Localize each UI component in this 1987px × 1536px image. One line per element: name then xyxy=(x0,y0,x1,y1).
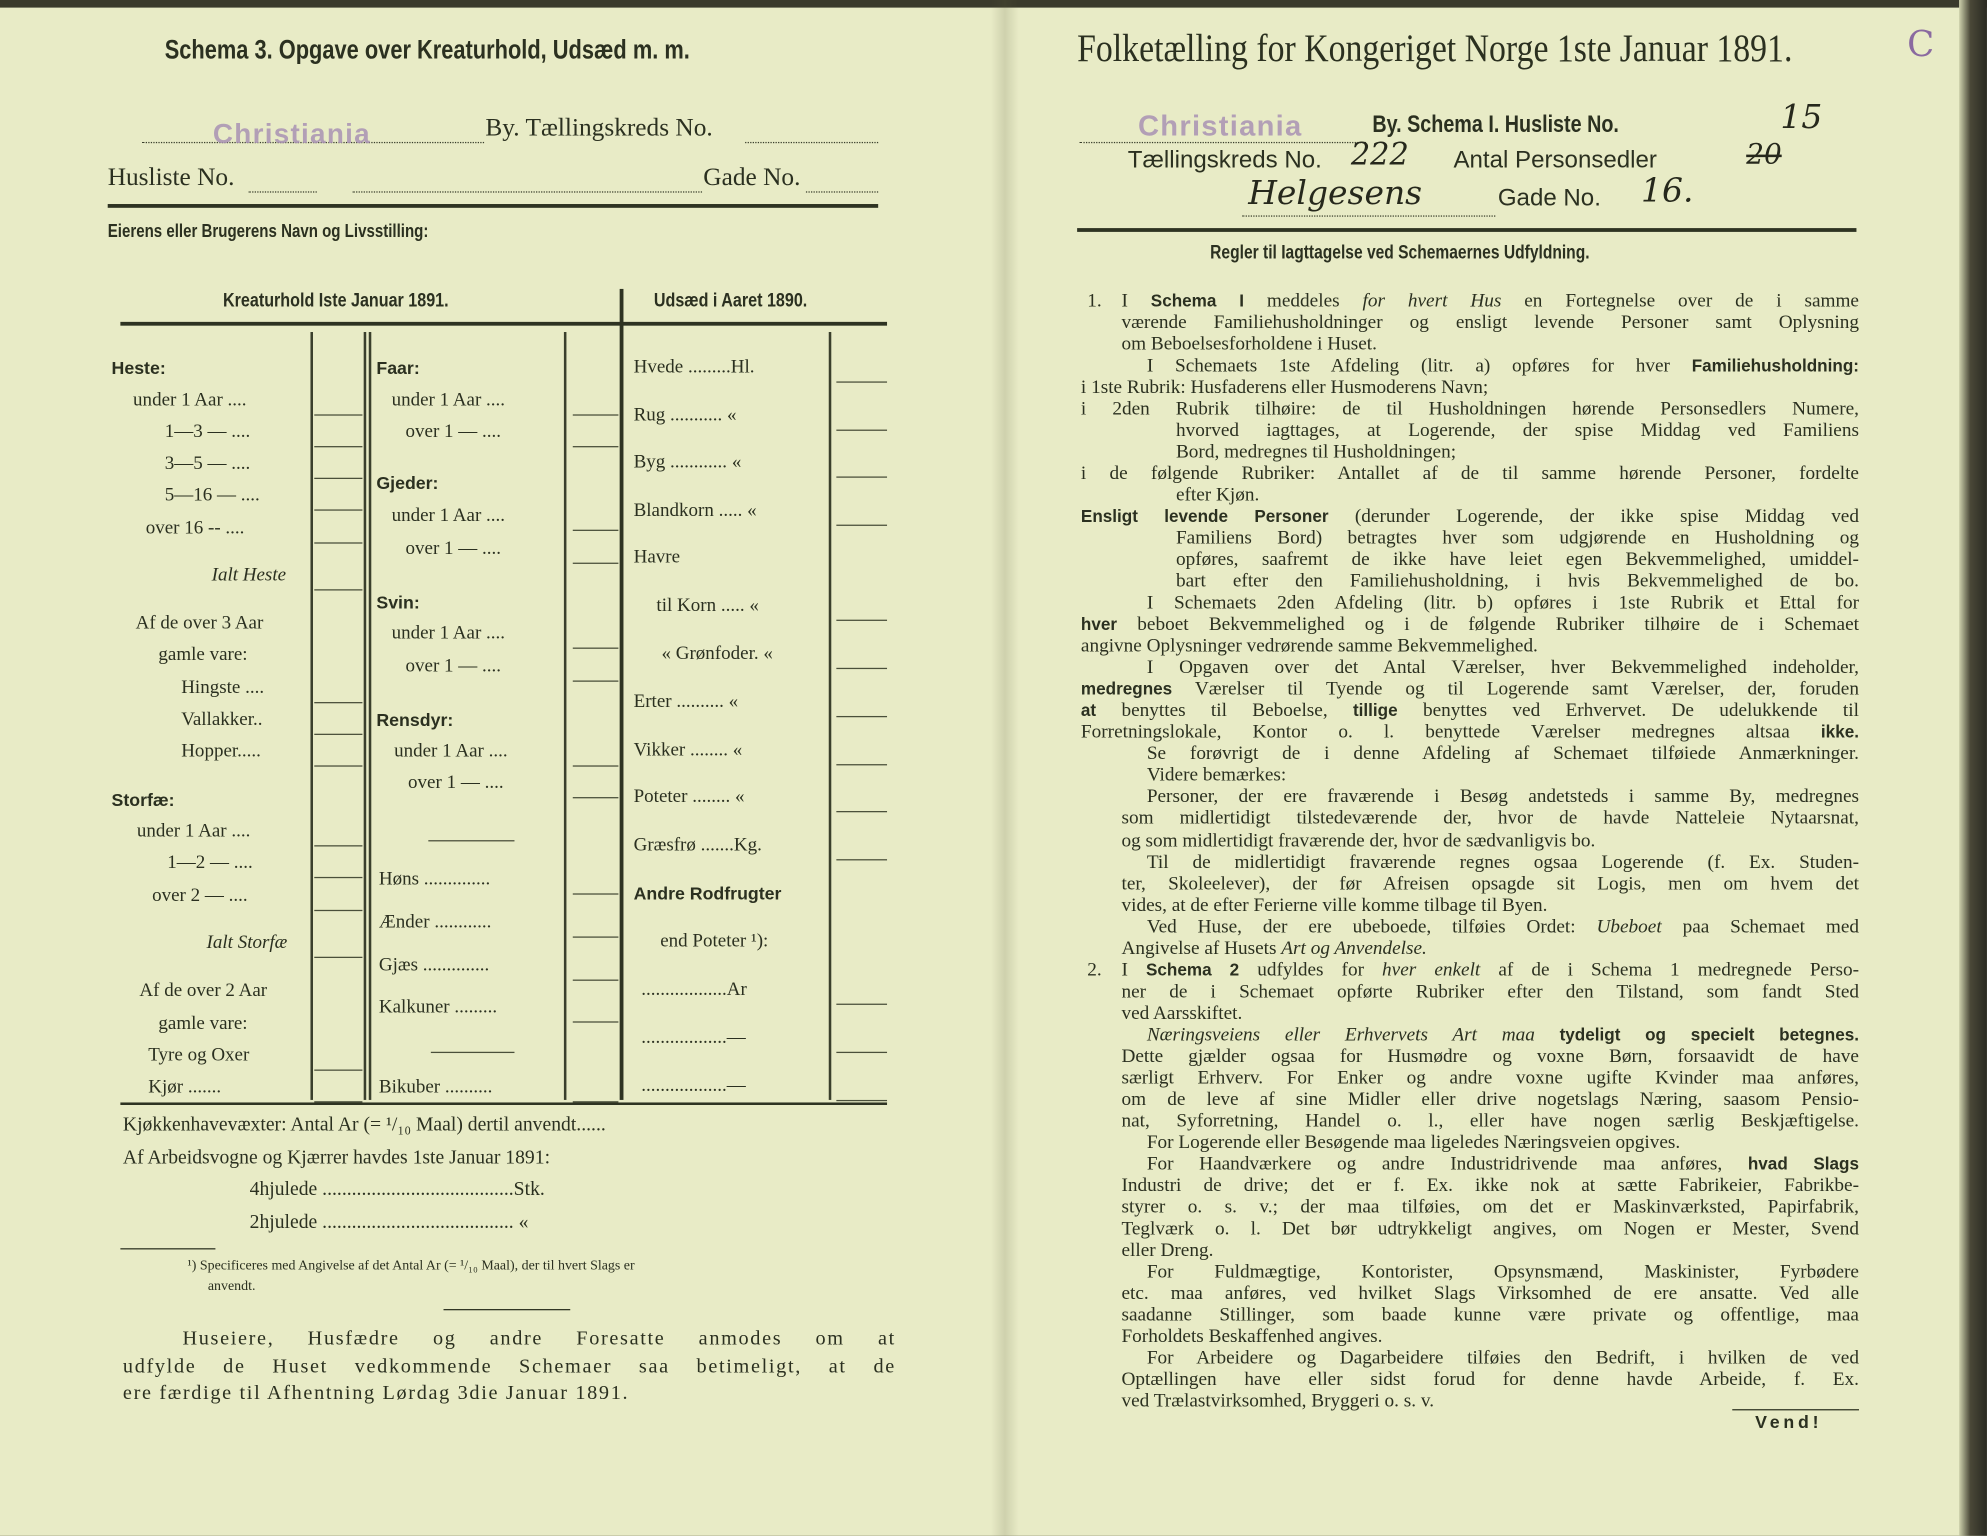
text-segment: Familiens Bord) betragtes hver som udgjørende en Husholdning og xyxy=(1175,527,1859,549)
bold-text: hvad Slags xyxy=(1747,1154,1859,1174)
col2-value-cell[interactable] xyxy=(573,765,619,767)
col1-row-label: 5—16 — .... xyxy=(164,485,260,506)
text-segment: efter Kjøn. xyxy=(1175,484,1260,506)
italic-text: Art og Anvendelse. xyxy=(1281,937,1427,959)
col3-row-label: end Poteter ¹): xyxy=(660,931,769,952)
rule-text-line xyxy=(1121,1110,1859,1132)
table-top-rule xyxy=(120,322,887,325)
rule-number: 2. xyxy=(1087,958,1102,981)
text-segment: (derunder Logerende, der ikke spise Middag ved xyxy=(1328,505,1859,528)
col3-row-label: Havre xyxy=(633,547,681,568)
text-segment: For Logerende eller Besøgende maa ligeledes Næringsveien opgives. xyxy=(1146,1131,1681,1153)
street-field xyxy=(1242,215,1495,216)
col3-row-label: Græsfrø .......Kg. xyxy=(633,835,762,856)
rule-text-line xyxy=(1176,527,1859,549)
rule-text-line xyxy=(1081,678,1859,700)
col3-value-cell[interactable] xyxy=(836,430,887,432)
col2-row-label: Rensdyr: xyxy=(376,709,454,730)
blank-entry-line[interactable] xyxy=(428,840,514,842)
text-segment: For Arbeidere og Dagarbeidere tilføies den Bedrift, i hvilken de ved xyxy=(1146,1346,1859,1369)
col1-row-label: gamle vare: xyxy=(158,1013,248,1035)
text-segment: ved Aarsskiftet. xyxy=(1121,1001,1243,1024)
col1-row-label: Vallakker.. xyxy=(181,709,263,730)
rule-text-line xyxy=(1121,829,1859,851)
rule-text-line xyxy=(1176,484,1859,506)
col3-value-cell[interactable] xyxy=(836,476,887,478)
col1-row-label: 1—2 — .... xyxy=(167,852,253,874)
seed-section-heading: Udsæd i Aaret 1890. xyxy=(653,290,808,312)
rule-text-line xyxy=(1081,722,1859,744)
text-segment: styrer o. s. v.; der maa tilføies, om det er Maskinværksted, Papirfabrik, xyxy=(1121,1196,1859,1218)
bold-text: ikke. xyxy=(1820,722,1859,742)
rule-text-line xyxy=(1121,1282,1859,1304)
col2-row-label: under 1 Aar .... xyxy=(391,623,506,644)
rule-text-line xyxy=(1147,1153,1859,1175)
text-segment: Videre bemærkes: xyxy=(1146,764,1287,787)
rule-text-line xyxy=(1121,980,1859,1002)
bold-text: Familiehusholdning: xyxy=(1691,356,1859,376)
footnote-line-1: ¹) Specificeres med Angivelse af det Antal Ar (= ¹/₁₀ Maal), der til hvert Slags er xyxy=(187,1258,635,1274)
col2-row-label: over 1 — .... xyxy=(405,421,502,443)
col1-value-cell[interactable] xyxy=(314,414,362,416)
col2-value-cell[interactable] xyxy=(573,980,619,982)
col2-row-label: over 1 — .... xyxy=(408,772,504,794)
text-segment: Bord, medregnes til Husholdningen; xyxy=(1175,441,1457,463)
col1-value-cell[interactable] xyxy=(314,589,362,591)
text-segment: For Fuldmægtige, Kontorister, Opsynsmænd, Maskinister, Fyrbødere xyxy=(1146,1260,1859,1283)
col2-row-label: Gjæs .............. xyxy=(378,955,490,976)
rule-text-line xyxy=(1081,700,1859,722)
city-stamp: Christiania xyxy=(1137,108,1303,142)
text-segment: I xyxy=(1121,290,1151,312)
rule-text-line xyxy=(1081,614,1859,636)
carts-heading: Af Arbeidsvogne og Kjærrer havdes 1ste Januar 1891: xyxy=(122,1146,551,1169)
text-segment: I Opgaven over det Antal Værelser, hver Bekvemmelighed indeholder, xyxy=(1146,656,1859,679)
rule-text-line xyxy=(1147,786,1859,808)
text-segment: en Fortegnelse over de i samme xyxy=(1501,290,1859,312)
rule-text-line xyxy=(1121,1088,1859,1110)
col1-row-label: 3—5 — .... xyxy=(164,453,251,474)
personsedler-label: Antal Personsedler xyxy=(1453,146,1657,174)
col2-value-cell[interactable] xyxy=(573,1021,619,1023)
col3-row-label: Rug ........... « xyxy=(633,405,737,426)
two-wheel-carts-row: 2hjulede ....................................... « xyxy=(249,1211,529,1233)
rule-text-line xyxy=(1081,463,1859,485)
rule-text-line xyxy=(1147,1261,1859,1283)
col3-value-cell[interactable] xyxy=(836,859,887,861)
col2-value-cell[interactable] xyxy=(573,893,619,895)
text-segment: Forretningslokale, Kontor o. l. benyttede Værelser medregnes altsaa xyxy=(1080,721,1821,744)
turn-over-note: Vend! xyxy=(1755,1411,1823,1432)
rule-text-line xyxy=(1081,506,1859,528)
col2-row-label: over 1 — .... xyxy=(405,538,502,559)
husliste-field xyxy=(248,191,316,192)
text-segment: hvorved iagttages, at Logerende, der spise Middag ved Familiens xyxy=(1175,419,1859,442)
text-segment: etc. maa anføres, ved hvilket Slags Virksomhed de ere ansatte. Ved alle xyxy=(1121,1282,1859,1304)
rule-text-line xyxy=(1176,571,1859,593)
gade-label: Gade No. xyxy=(1497,185,1601,212)
rule-text-line xyxy=(1121,1369,1859,1391)
italic-text: Næringsveiens eller Erhvervets Art maa xyxy=(1146,1023,1535,1046)
rule-text-line xyxy=(1147,592,1859,614)
rule-text-line xyxy=(1121,1218,1859,1240)
col3-row-label: ..................— xyxy=(641,1075,746,1097)
col1-row-label: Kjør ....... xyxy=(148,1077,222,1098)
text-segment: værende Familiehusholdninger og ensligt levende Personer samt Oplysning xyxy=(1121,311,1859,334)
bold-text: tillige xyxy=(1352,701,1398,721)
kreds-label: Tællingskreds No. xyxy=(1127,146,1322,174)
rule-text-line xyxy=(1121,1002,1859,1024)
col-line xyxy=(829,332,831,1100)
text-segment: Ved Huse, der ere ubeboede, tilføies Ordet: xyxy=(1146,915,1597,938)
street-name: Helgesens xyxy=(1248,174,1423,213)
text-segment: For Haandværkere og andre Industridrivende maa anføres, xyxy=(1146,1152,1748,1175)
text-segment: benyttes til Beboelse, xyxy=(1096,699,1353,722)
kitchen-garden-line: Kjøkkenhavevæxter: Antal Ar (= ¹/₁₀ Maal) dertil anvendt...... xyxy=(122,1113,606,1136)
col1-value-cell[interactable] xyxy=(314,957,362,959)
col1-value-cell[interactable] xyxy=(314,734,362,736)
col1-row-label: Heste: xyxy=(111,357,166,378)
notice-line-2: udfylde de Huset vedkommende Schemaer saa betimeligt, at de xyxy=(122,1355,896,1378)
rule-text-line xyxy=(1121,1196,1859,1218)
text-segment: Forholdets Beskaffenhed angives. xyxy=(1121,1325,1383,1347)
rule-text-line xyxy=(1176,420,1859,442)
bold-text: Schema I xyxy=(1150,291,1245,311)
col1-value-cell[interactable] xyxy=(314,1070,362,1072)
rule-text-line xyxy=(1121,290,1859,312)
notice-line-1: Huseiere, Husfædre og andre Foresatte anmodes om at xyxy=(182,1328,896,1350)
rule-text-line xyxy=(1176,441,1859,463)
table-bottom-rule xyxy=(120,1102,887,1104)
col2-row-label: Kalkuner ......... xyxy=(378,997,498,1018)
rule-text-line xyxy=(1121,959,1859,981)
rule-text-line xyxy=(1147,1023,1859,1045)
italic-text: for hvert Hus xyxy=(1362,290,1502,312)
col2-value-cell[interactable] xyxy=(573,648,619,650)
text-segment: Personer, der ere fraværende i Besøg andetsteds i samme By, medregnes xyxy=(1146,786,1859,808)
text-segment: opføres, saafremt de ikke have leiet egen Bekvemmelighed, umiddel- xyxy=(1175,548,1859,571)
city-stamp: Christiania xyxy=(212,117,371,150)
kreds-number: 222 xyxy=(1350,136,1409,173)
text-segment: I Schemaets 1ste Afdeling (litr. a) opføres for hver xyxy=(1146,354,1692,377)
col1-value-cell[interactable] xyxy=(314,702,362,704)
rule-text-line xyxy=(1121,1304,1859,1326)
col3-value-cell[interactable] xyxy=(836,668,887,670)
col1-row-label: Af de over 2 Aar xyxy=(139,980,268,1002)
rule-text-line xyxy=(1121,873,1859,895)
col3-row-label: Vikker ........ « xyxy=(633,740,743,761)
rule-number: 1. xyxy=(1087,290,1102,312)
col1-row-label: over 16 -- .... xyxy=(145,518,245,539)
text-segment: meddeles xyxy=(1244,290,1363,312)
right-page-title: Folketælling for Kongeriget Norge 1ste Januar 1891. xyxy=(1077,25,1793,70)
col2-row-label: Faar: xyxy=(376,357,420,378)
text-segment: benyttes ved Erhvervet. De udelukkende til xyxy=(1397,699,1859,722)
text-segment: ved Trælastvirksomhed, Bryggeri o. s. v. xyxy=(1121,1390,1435,1412)
col2-value-cell[interactable] xyxy=(573,797,619,799)
gade-number: 16. xyxy=(1641,172,1694,211)
col2-row-label: under 1 Aar .... xyxy=(391,505,506,526)
rules-heading: Regler til Iagttagelse ved Schemaernes Udfyldning. xyxy=(1210,242,1590,264)
col3-value-cell[interactable] xyxy=(836,716,887,718)
turn-over-rule xyxy=(1732,1409,1859,1410)
col1-row-label: Hingste .... xyxy=(181,677,265,699)
rule-text-line xyxy=(1121,1325,1859,1347)
col3-value-cell[interactable] xyxy=(836,620,887,622)
text-segment: i 1ste Rubrik: Husfaderens eller Husmoderens Navn; xyxy=(1080,376,1489,398)
rule-text-line xyxy=(1147,1347,1859,1369)
italic-text: hver enkelt xyxy=(1382,958,1481,981)
blank-entry-line[interactable] xyxy=(431,1052,515,1054)
col-line xyxy=(369,332,371,1100)
text-segment: Industri de drive; det er f. Ex. ikke nok at sætte Fabrikeier, Fabrikbe- xyxy=(1121,1174,1859,1196)
husliste-label: Husliste No. xyxy=(107,163,235,192)
col1-value-cell[interactable] xyxy=(314,478,362,480)
text-segment: Til de midlertidigt fraværende regnes ogsaa Logerende (f. Ex. Studen- xyxy=(1146,850,1859,873)
col1-value-cell[interactable] xyxy=(314,845,362,847)
bold-text: tydeligt og specielt betegnes. xyxy=(1534,1024,1859,1044)
text-segment: Se forøvrigt de i denne Afdeling af Schemaet tilføiede Anmærkninger. xyxy=(1146,743,1859,765)
text-segment: og som midlertidigt fraværende der, hvor de sædvanligvis bo. xyxy=(1121,829,1596,851)
text-segment: Teglværk o. l. Det bør udtrykkeligt angives, om Nogen er Mester, Svend xyxy=(1121,1217,1859,1240)
rule-text-line xyxy=(1121,1239,1859,1261)
col1-value-cell[interactable] xyxy=(314,542,362,544)
col3-value-cell[interactable] xyxy=(836,525,887,527)
rule-text-line xyxy=(1147,355,1859,377)
left-page-title: Schema 3. Opgave over Kreaturhold, Udsæd m. m. xyxy=(164,35,690,65)
col1-value-cell[interactable] xyxy=(314,509,362,511)
col3-row-label: Byg ............ « xyxy=(633,452,742,473)
col1-row-label: 1—3 — .... xyxy=(164,421,251,443)
footnote-rule xyxy=(120,1248,215,1249)
bold-text: at xyxy=(1080,701,1097,721)
margin-mark: C xyxy=(1907,22,1935,65)
four-wheel-carts-row: 4hjulede .......................................Stk. xyxy=(249,1178,545,1201)
bold-text: Ensligt levende Personer xyxy=(1080,507,1329,527)
text-segment: særligt Erhverv. For Enker og andre voxne ugifte Kvinder maa anføres, xyxy=(1121,1066,1859,1089)
col2-value-cell[interactable] xyxy=(573,563,619,565)
text-segment: nat, Syforretning, Handel o. l., eller have nogen særlig Beskjæftigelse. xyxy=(1121,1109,1859,1132)
rule-text-line xyxy=(1121,312,1859,334)
col3-row-label: ..................Ar xyxy=(641,979,747,1000)
bold-text: medregnes xyxy=(1080,679,1173,699)
rule-text-line xyxy=(1147,851,1859,873)
col2-row-label: under 1 Aar .... xyxy=(391,390,506,411)
col-line xyxy=(364,332,366,1100)
text-segment: beboet Bekvemmelighed og i de følgende Rubriker tilhøire de i Schemaet xyxy=(1117,613,1859,636)
col2-value-cell[interactable] xyxy=(573,1101,619,1103)
col1-value-cell[interactable] xyxy=(314,765,362,767)
col2-row-label: Svin: xyxy=(376,591,420,613)
rules-header-rule xyxy=(1077,228,1856,231)
bold-text: Schema 2 xyxy=(1145,960,1240,980)
personsedler-count: 20 xyxy=(1746,139,1782,172)
text-segment: Angivelse af Husets xyxy=(1121,937,1282,959)
text-segment: udfyldes for xyxy=(1239,958,1383,981)
col3-row-label: Blandkorn ..... « xyxy=(633,500,757,521)
col1-row-label: Ialt Heste xyxy=(211,565,287,586)
col-line xyxy=(310,332,312,1100)
husliste-number: 15 xyxy=(1780,98,1823,137)
col2-value-cell[interactable] xyxy=(573,680,619,682)
col1-row-label: under 1 Aar .... xyxy=(133,390,247,411)
col1-value-cell[interactable] xyxy=(314,910,362,912)
text-segment: i 2den Rubrik tilhøire: de til Husholdningen hørende Personsedlers Numere, xyxy=(1080,398,1859,420)
col-line xyxy=(564,332,566,1100)
rule-text-line xyxy=(1121,937,1859,959)
col3-row-label: Poteter ........ « xyxy=(633,786,745,808)
text-segment: saadanne Stillinger, som baade kunne være private og offentlige, maa xyxy=(1121,1303,1859,1326)
col1-row-label: Storfæ: xyxy=(111,789,175,810)
col1-row-label: Af de over 3 Aar xyxy=(135,613,264,634)
col2-value-cell[interactable] xyxy=(573,936,619,938)
col2-value-cell[interactable] xyxy=(573,414,619,416)
street-field xyxy=(352,191,702,192)
rule-text-line xyxy=(1121,333,1859,355)
text-segment: vides, at de efter Ferierne ville komme tilbage til Byen. xyxy=(1121,894,1548,916)
text-segment: i de følgende Rubriker: Antallet af de til samme hørende Personer, fordelte xyxy=(1080,462,1859,485)
text-segment: ner de i Schemaet opførte Rubriker efter den Tilstand, som fandt Sted xyxy=(1121,980,1859,1002)
text-segment: ter, Skoleelever), der før Afreisen opsagde sit Logis, men om hvem det xyxy=(1121,872,1859,895)
col1-value-cell[interactable] xyxy=(314,446,362,448)
text-segment: bart efter den Familiehusholdning, i hvis Bekvemmelighed de bo. xyxy=(1175,570,1859,593)
kreds-field xyxy=(745,142,878,143)
col1-value-cell[interactable] xyxy=(314,1101,362,1103)
page-fold xyxy=(991,0,1019,1536)
text-segment: Dette gjælder ogsaa for Husmødre og voxne Børn, forsaavidt de have xyxy=(1121,1045,1859,1067)
col3-value-cell[interactable] xyxy=(836,764,887,766)
col3-value-cell[interactable] xyxy=(836,811,887,813)
text-segment: I Schemaets 2den Afdeling (litr. b) opføres i 1ste Rubrik et Ettal for xyxy=(1146,592,1859,614)
text-segment: som midlertidigt tilstedeværende der, hvor de havde Natteleie Nytaarsnat, xyxy=(1121,807,1859,830)
gade-field xyxy=(806,191,878,192)
col1-value-cell[interactable] xyxy=(314,877,362,879)
rule-text-line xyxy=(1147,743,1859,765)
col1-row-label: Ialt Storfæ xyxy=(206,932,288,953)
col2-row-label: over 1 — .... xyxy=(405,656,502,677)
rule-text-line xyxy=(1147,916,1859,938)
section-divider xyxy=(620,289,623,1100)
col3-value-cell[interactable] xyxy=(836,1100,887,1102)
col3-row-label: til Korn ..... « xyxy=(656,595,759,616)
by-kreds-label: By. Tællingskreds No. xyxy=(485,114,713,142)
col2-value-cell[interactable] xyxy=(573,446,619,448)
rule-text-line xyxy=(1121,808,1859,830)
bold-text: hver xyxy=(1080,614,1118,634)
col2-row-label: under 1 Aar .... xyxy=(394,741,508,762)
rule-text-line xyxy=(1081,398,1859,420)
italic-text: Ubeboet xyxy=(1596,915,1662,938)
rule-text-line xyxy=(1147,657,1859,679)
col1-row-label: under 1 Aar .... xyxy=(136,821,251,842)
col2-value-cell[interactable] xyxy=(573,530,619,532)
text-segment: af de i Schema 1 medregnede Perso- xyxy=(1480,958,1860,981)
separator-rule xyxy=(444,1309,571,1310)
rule-text-line xyxy=(1176,549,1859,571)
col3-value-cell[interactable] xyxy=(836,1052,887,1054)
rule-text-line xyxy=(1081,635,1859,657)
rule-text-line xyxy=(1147,765,1859,787)
col2-row-label: Høns .............. xyxy=(378,869,491,890)
col2-row-label: Ænder ............ xyxy=(378,912,492,933)
col3-row-label: « Grønfoder. « xyxy=(661,643,773,665)
text-segment: eller Dreng. xyxy=(1121,1239,1214,1261)
text-segment: Værelser til Tyende og til Logerende samt Værelser, der, foruden xyxy=(1172,678,1859,700)
text-segment: om de leve af sine Midler eller drive nogetslags Næring, saasom Pensio- xyxy=(1121,1088,1859,1110)
col1-row-label: gamle vare: xyxy=(158,645,248,666)
scan-right-edge xyxy=(1959,0,1987,1536)
footnote-line-2: anvendt. xyxy=(207,1278,256,1294)
text-segment: om Beboelsesforholdene i Huset. xyxy=(1121,333,1377,355)
gade-label: Gade No. xyxy=(703,163,801,192)
col2-row-label: Bikuber .......... xyxy=(378,1077,493,1098)
rule-text-line xyxy=(1121,894,1859,916)
rule-text-line xyxy=(1081,376,1859,398)
col1-row-label: Tyre og Oxer xyxy=(148,1045,250,1066)
notice-line-3: ere færdige til Afhentning Lørdag 3die Januar 1891. xyxy=(122,1382,630,1405)
livestock-section-heading: Kreaturhold Iste Januar 1891. xyxy=(223,290,449,312)
text-segment: angivne Oplysninger vedrørende samme Bekvemmelighed. xyxy=(1080,635,1538,657)
col3-row-label: ..................— xyxy=(641,1027,746,1048)
text-segment: Optællingen have eller sidst forud for denne havde Arbeide, f. Ex. xyxy=(1121,1368,1859,1391)
col2-row-label: Gjeder: xyxy=(376,472,439,493)
owner-label: Eierens eller Brugerens Navn og Livsstilling: xyxy=(107,221,429,243)
col3-row-label: Andre Rodfrugter xyxy=(633,883,782,904)
text-segment: I xyxy=(1121,958,1146,981)
rule-text-line xyxy=(1121,1067,1859,1089)
col3-row-label: Erter .......... « xyxy=(633,691,739,713)
col1-row-label: over 2 — .... xyxy=(152,885,248,907)
col3-value-cell[interactable] xyxy=(836,1004,887,1006)
col3-row-label: Hvede .........Hl. xyxy=(633,357,755,378)
rule-text-line xyxy=(1147,1131,1859,1153)
by-schema-husliste-label: By. Schema I. Husliste No. xyxy=(1372,111,1619,139)
col1-row-label: Hopper..... xyxy=(181,741,261,762)
col3-value-cell[interactable] xyxy=(836,381,887,383)
text-segment: paa Schemaet med xyxy=(1661,915,1859,938)
header-rule xyxy=(108,204,878,208)
rule-text-line xyxy=(1121,1045,1859,1067)
rule-text-line xyxy=(1121,1174,1859,1196)
